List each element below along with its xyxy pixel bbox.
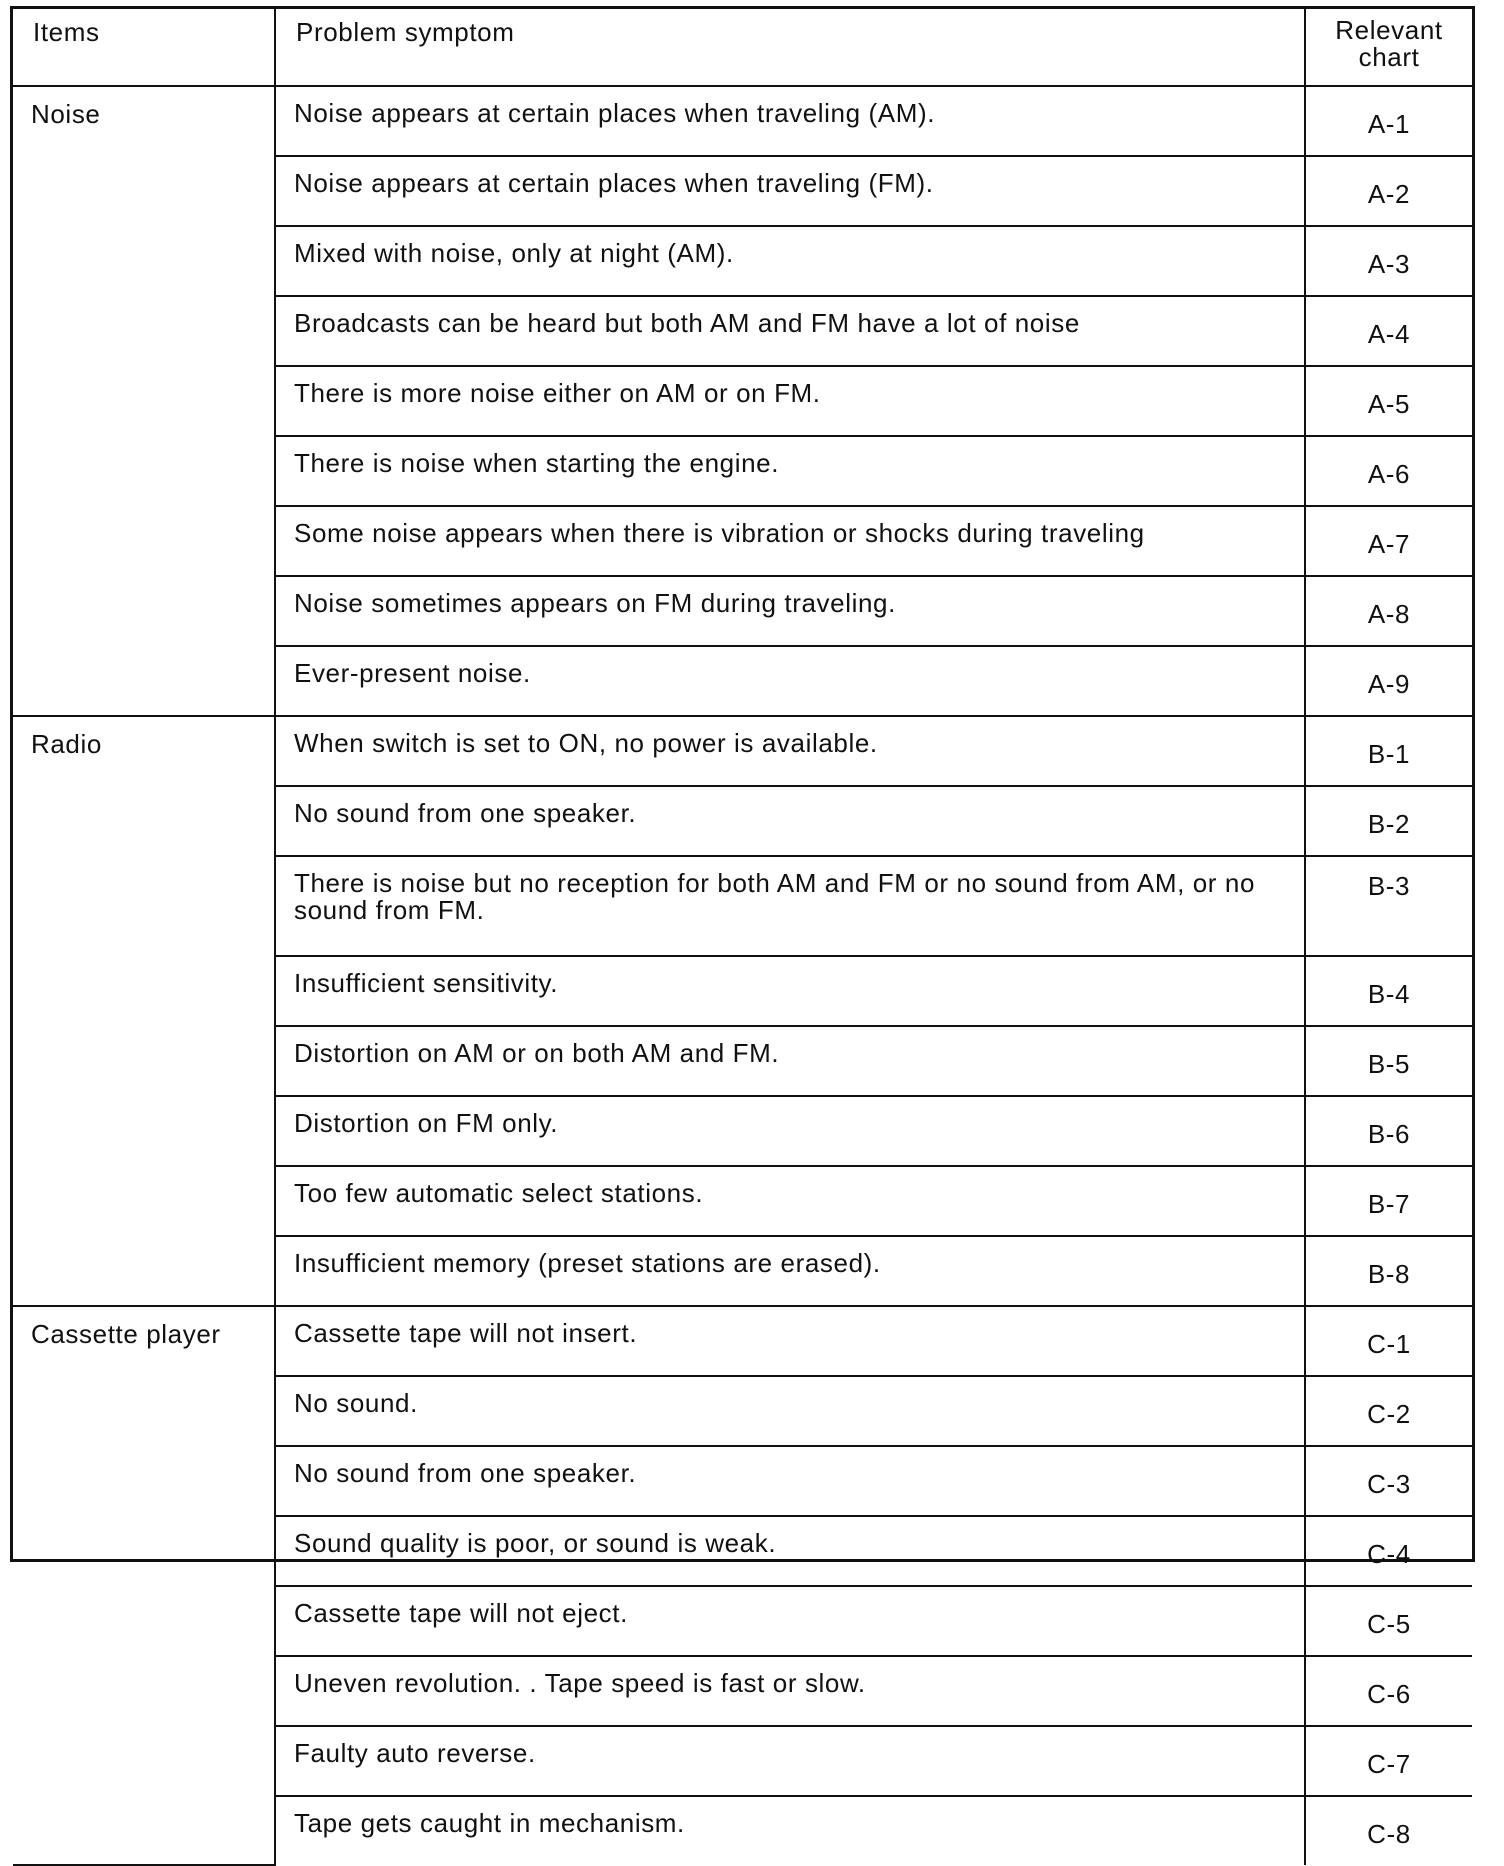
table-row xyxy=(13,1306,1472,1376)
relevant-chart-cell: C-4 xyxy=(1305,1516,1472,1586)
relevant-chart-cell: A-6 xyxy=(1305,436,1472,506)
relevant-chart-cell: B-6 xyxy=(1305,1096,1472,1166)
header-relevant-chart-line1: Relevant xyxy=(1335,15,1443,45)
problem-symptom-cell: No sound from one speaker. xyxy=(275,1446,1305,1516)
problem-symptom-cell: Noise appears at certain places when traveling (FM). xyxy=(275,156,1305,226)
symptom-chart-table xyxy=(13,9,1472,1866)
table-row xyxy=(13,716,1472,786)
relevant-chart-cell: C-3 xyxy=(1305,1446,1472,1516)
header-relevant-chart-line2: chart xyxy=(1358,42,1420,72)
relevant-chart-cell: C-5 xyxy=(1305,1586,1472,1656)
table-body xyxy=(13,86,1472,1865)
relevant-chart-cell: B-5 xyxy=(1305,1026,1472,1096)
table-row xyxy=(13,86,1472,156)
relevant-chart-cell: C-6 xyxy=(1305,1656,1472,1726)
relevant-chart-cell: A-8 xyxy=(1305,576,1472,646)
problem-symptom-cell: Uneven revolution. . Tape speed is fast or slow. xyxy=(275,1656,1305,1726)
problem-symptom-cell: Too few automatic select stations. xyxy=(275,1166,1305,1236)
relevant-chart-cell: C-7 xyxy=(1305,1726,1472,1796)
problem-symptom-cell: Faulty auto reverse. xyxy=(275,1726,1305,1796)
relevant-chart-cell: A-4 xyxy=(1305,296,1472,366)
relevant-chart-cell: A-3 xyxy=(1305,226,1472,296)
problem-symptom-cell: Ever-present noise. xyxy=(275,646,1305,716)
header-problem-symptom: Problem symptom xyxy=(275,9,1305,86)
relevant-chart-cell: B-3 xyxy=(1305,856,1472,956)
item-category-cell: Cassette player xyxy=(13,1306,275,1865)
problem-symptom-cell: Noise appears at certain places when traveling (AM). xyxy=(275,86,1305,156)
problem-symptom-cell: There is more noise either on AM or on FM. xyxy=(275,366,1305,436)
relevant-chart-cell: C-1 xyxy=(1305,1306,1472,1376)
troubleshooting-table xyxy=(10,6,1475,1849)
relevant-chart-cell: B-8 xyxy=(1305,1236,1472,1306)
problem-symptom-cell: Some noise appears when there is vibration or shocks during traveling xyxy=(275,506,1305,576)
relevant-chart-cell: C-8 xyxy=(1305,1796,1472,1865)
problem-symptom-cell: When switch is set to ON, no power is available. xyxy=(275,716,1305,786)
relevant-chart-cell: A-1 xyxy=(1305,86,1472,156)
relevant-chart-cell: C-2 xyxy=(1305,1376,1472,1446)
problem-symptom-cell: Distortion on FM only. xyxy=(275,1096,1305,1166)
problem-symptom-cell: There is noise but no reception for both AM and FM or no sound from AM, or no sound from FM. xyxy=(275,856,1305,956)
relevant-chart-cell: B-7 xyxy=(1305,1166,1472,1236)
relevant-chart-cell: A-7 xyxy=(1305,506,1472,576)
header-items: Items xyxy=(13,9,275,86)
problem-symptom-cell: Broadcasts can be heard but both AM and FM have a lot of noise xyxy=(275,296,1305,366)
problem-symptom-cell: Sound quality is poor, or sound is weak. xyxy=(275,1516,1305,1586)
problem-symptom-cell: Noise sometimes appears on FM during traveling. xyxy=(275,576,1305,646)
problem-symptom-cell: Tape gets caught in mechanism. xyxy=(275,1796,1305,1865)
problem-symptom-cell: Cassette tape will not eject. xyxy=(275,1586,1305,1656)
relevant-chart-cell: A-9 xyxy=(1305,646,1472,716)
relevant-chart-cell: A-2 xyxy=(1305,156,1472,226)
relevant-chart-cell: A-5 xyxy=(1305,366,1472,436)
header-row xyxy=(13,9,1472,86)
problem-symptom-cell: Insufficient sensitivity. xyxy=(275,956,1305,1026)
item-category-cell: Radio xyxy=(13,716,275,1306)
relevant-chart-cell: B-4 xyxy=(1305,956,1472,1026)
problem-symptom-cell: Cassette tape will not insert. xyxy=(275,1306,1305,1376)
problem-symptom-cell: Insufficient memory (preset stations are erased). xyxy=(275,1236,1305,1306)
problem-symptom-cell: No sound. xyxy=(275,1376,1305,1446)
problem-symptom-cell: No sound from one speaker. xyxy=(275,786,1305,856)
header-relevant-chart xyxy=(1305,9,1472,86)
relevant-chart-cell: B-1 xyxy=(1305,716,1472,786)
item-category-cell: Noise xyxy=(13,86,275,716)
problem-symptom-cell: Distortion on AM or on both AM and FM. xyxy=(275,1026,1305,1096)
problem-symptom-cell: Mixed with noise, only at night (AM). xyxy=(275,226,1305,296)
problem-symptom-cell: There is noise when starting the engine. xyxy=(275,436,1305,506)
relevant-chart-cell: B-2 xyxy=(1305,786,1472,856)
